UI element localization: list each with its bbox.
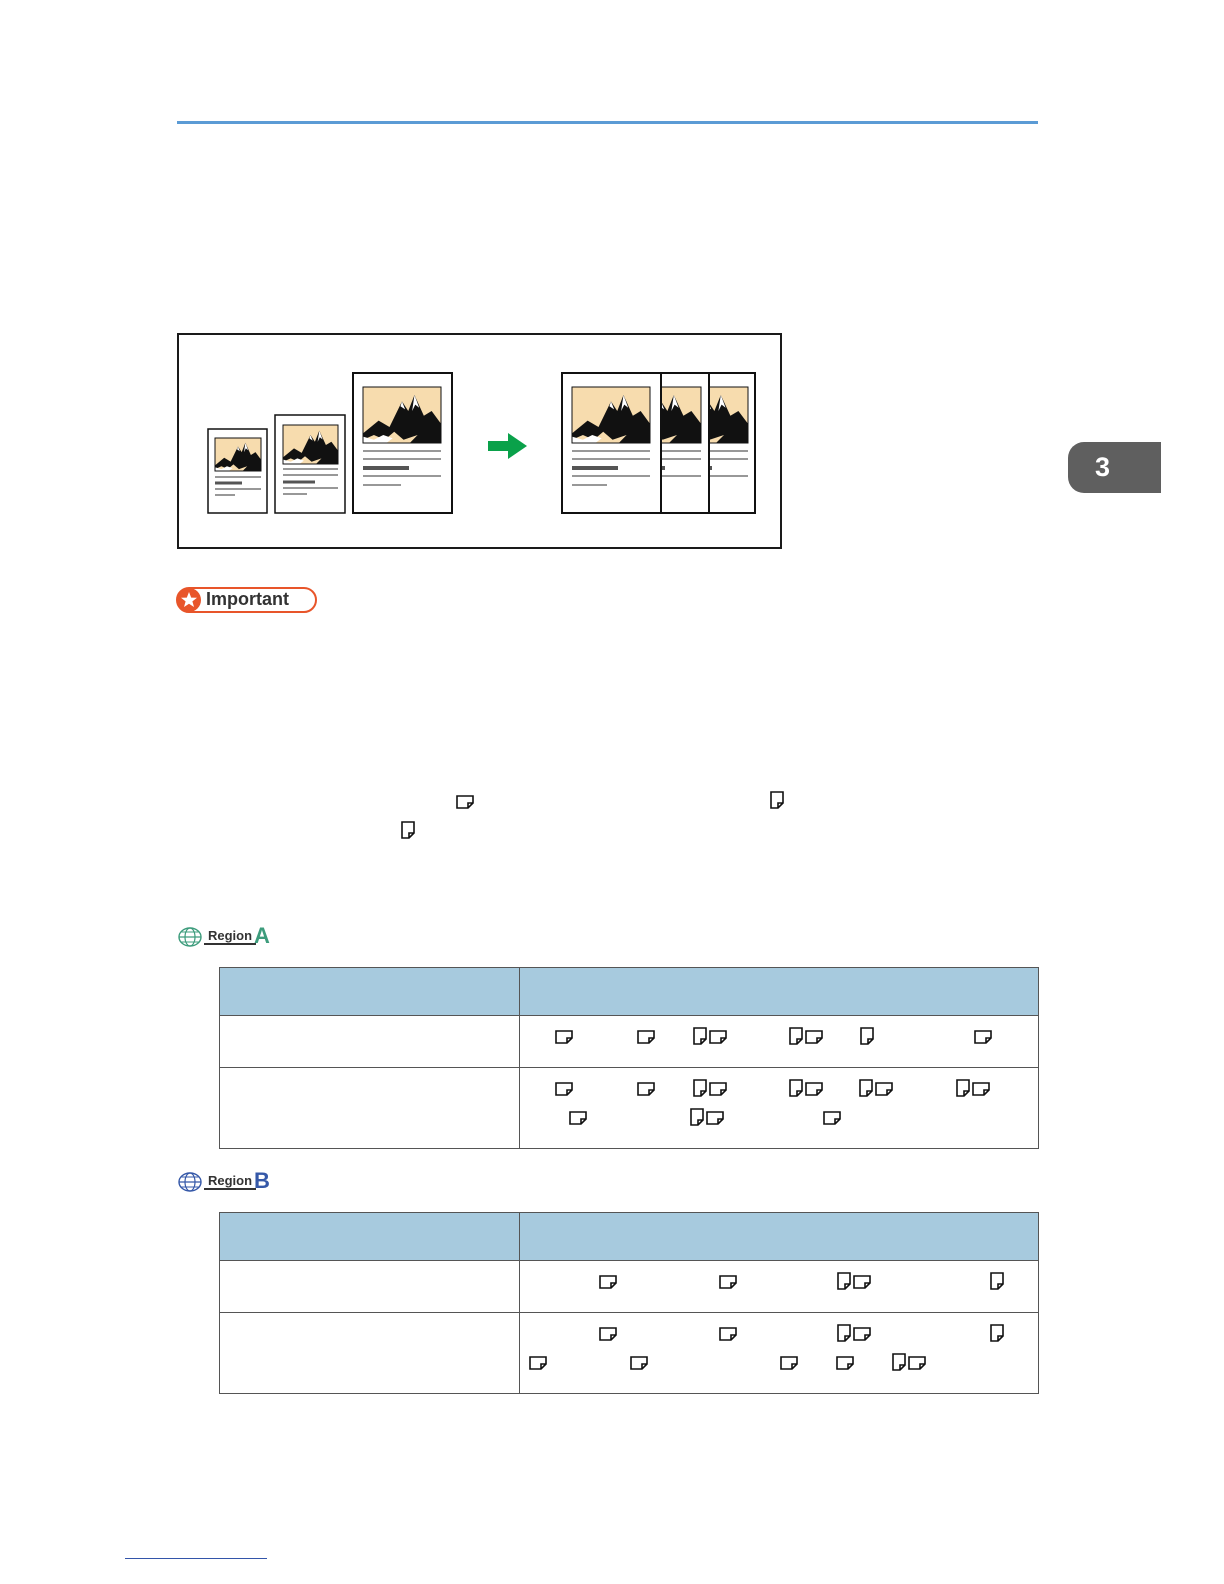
chapter-tab[interactable]	[1068, 442, 1161, 493]
chapter-number: 3	[1094, 452, 1111, 482]
important-label: Important	[206, 589, 289, 609]
paper-size-icons	[520, 1261, 1039, 1307]
region-letter: B	[254, 1168, 270, 1193]
table-cell	[520, 1068, 1039, 1149]
paper-size-icons	[520, 1016, 1039, 1062]
paper-size-icons	[520, 1313, 1039, 1388]
small-page	[208, 429, 267, 513]
table-row	[220, 1016, 1039, 1068]
right-arrow-icon	[488, 433, 527, 459]
table-cell	[220, 1068, 520, 1149]
table-header-cell	[520, 1213, 1039, 1261]
table-cell	[520, 1261, 1039, 1313]
region-b-marker	[178, 1168, 274, 1193]
region-a-marker	[178, 923, 274, 948]
region-a-table	[219, 967, 1039, 1149]
region-label: Region	[204, 927, 256, 945]
table-cell	[520, 1016, 1039, 1068]
table-header-row	[220, 968, 1039, 1016]
region-letter: A	[254, 923, 270, 948]
table-cell	[220, 1313, 520, 1394]
important-badge	[176, 587, 317, 613]
illustration-svg	[179, 335, 784, 551]
globe-icon	[178, 927, 202, 947]
medium-page	[275, 415, 345, 513]
table-row	[220, 1313, 1039, 1394]
region-label: Region	[204, 1172, 256, 1190]
output-stack	[562, 373, 755, 513]
header-rule	[177, 121, 1038, 124]
paper-portrait-icon	[401, 821, 415, 839]
table-row	[220, 1068, 1039, 1149]
table-header-cell	[220, 1213, 520, 1261]
table-header-cell	[220, 968, 520, 1016]
footer-rule	[125, 1558, 267, 1559]
table-cell	[220, 1016, 520, 1068]
table-header-row	[220, 1213, 1039, 1261]
paper-size-icons	[520, 1068, 1039, 1143]
table-row	[220, 1261, 1039, 1313]
table-header-cell	[520, 968, 1039, 1016]
large-page	[353, 373, 452, 513]
table-cell	[220, 1261, 520, 1313]
paper-portrait-icon	[770, 791, 784, 809]
region-b-table	[219, 1212, 1039, 1394]
table-cell	[520, 1313, 1039, 1394]
paper-landscape-icon	[456, 795, 474, 809]
globe-icon	[178, 1172, 202, 1192]
mixed-size-illustration	[177, 333, 782, 549]
